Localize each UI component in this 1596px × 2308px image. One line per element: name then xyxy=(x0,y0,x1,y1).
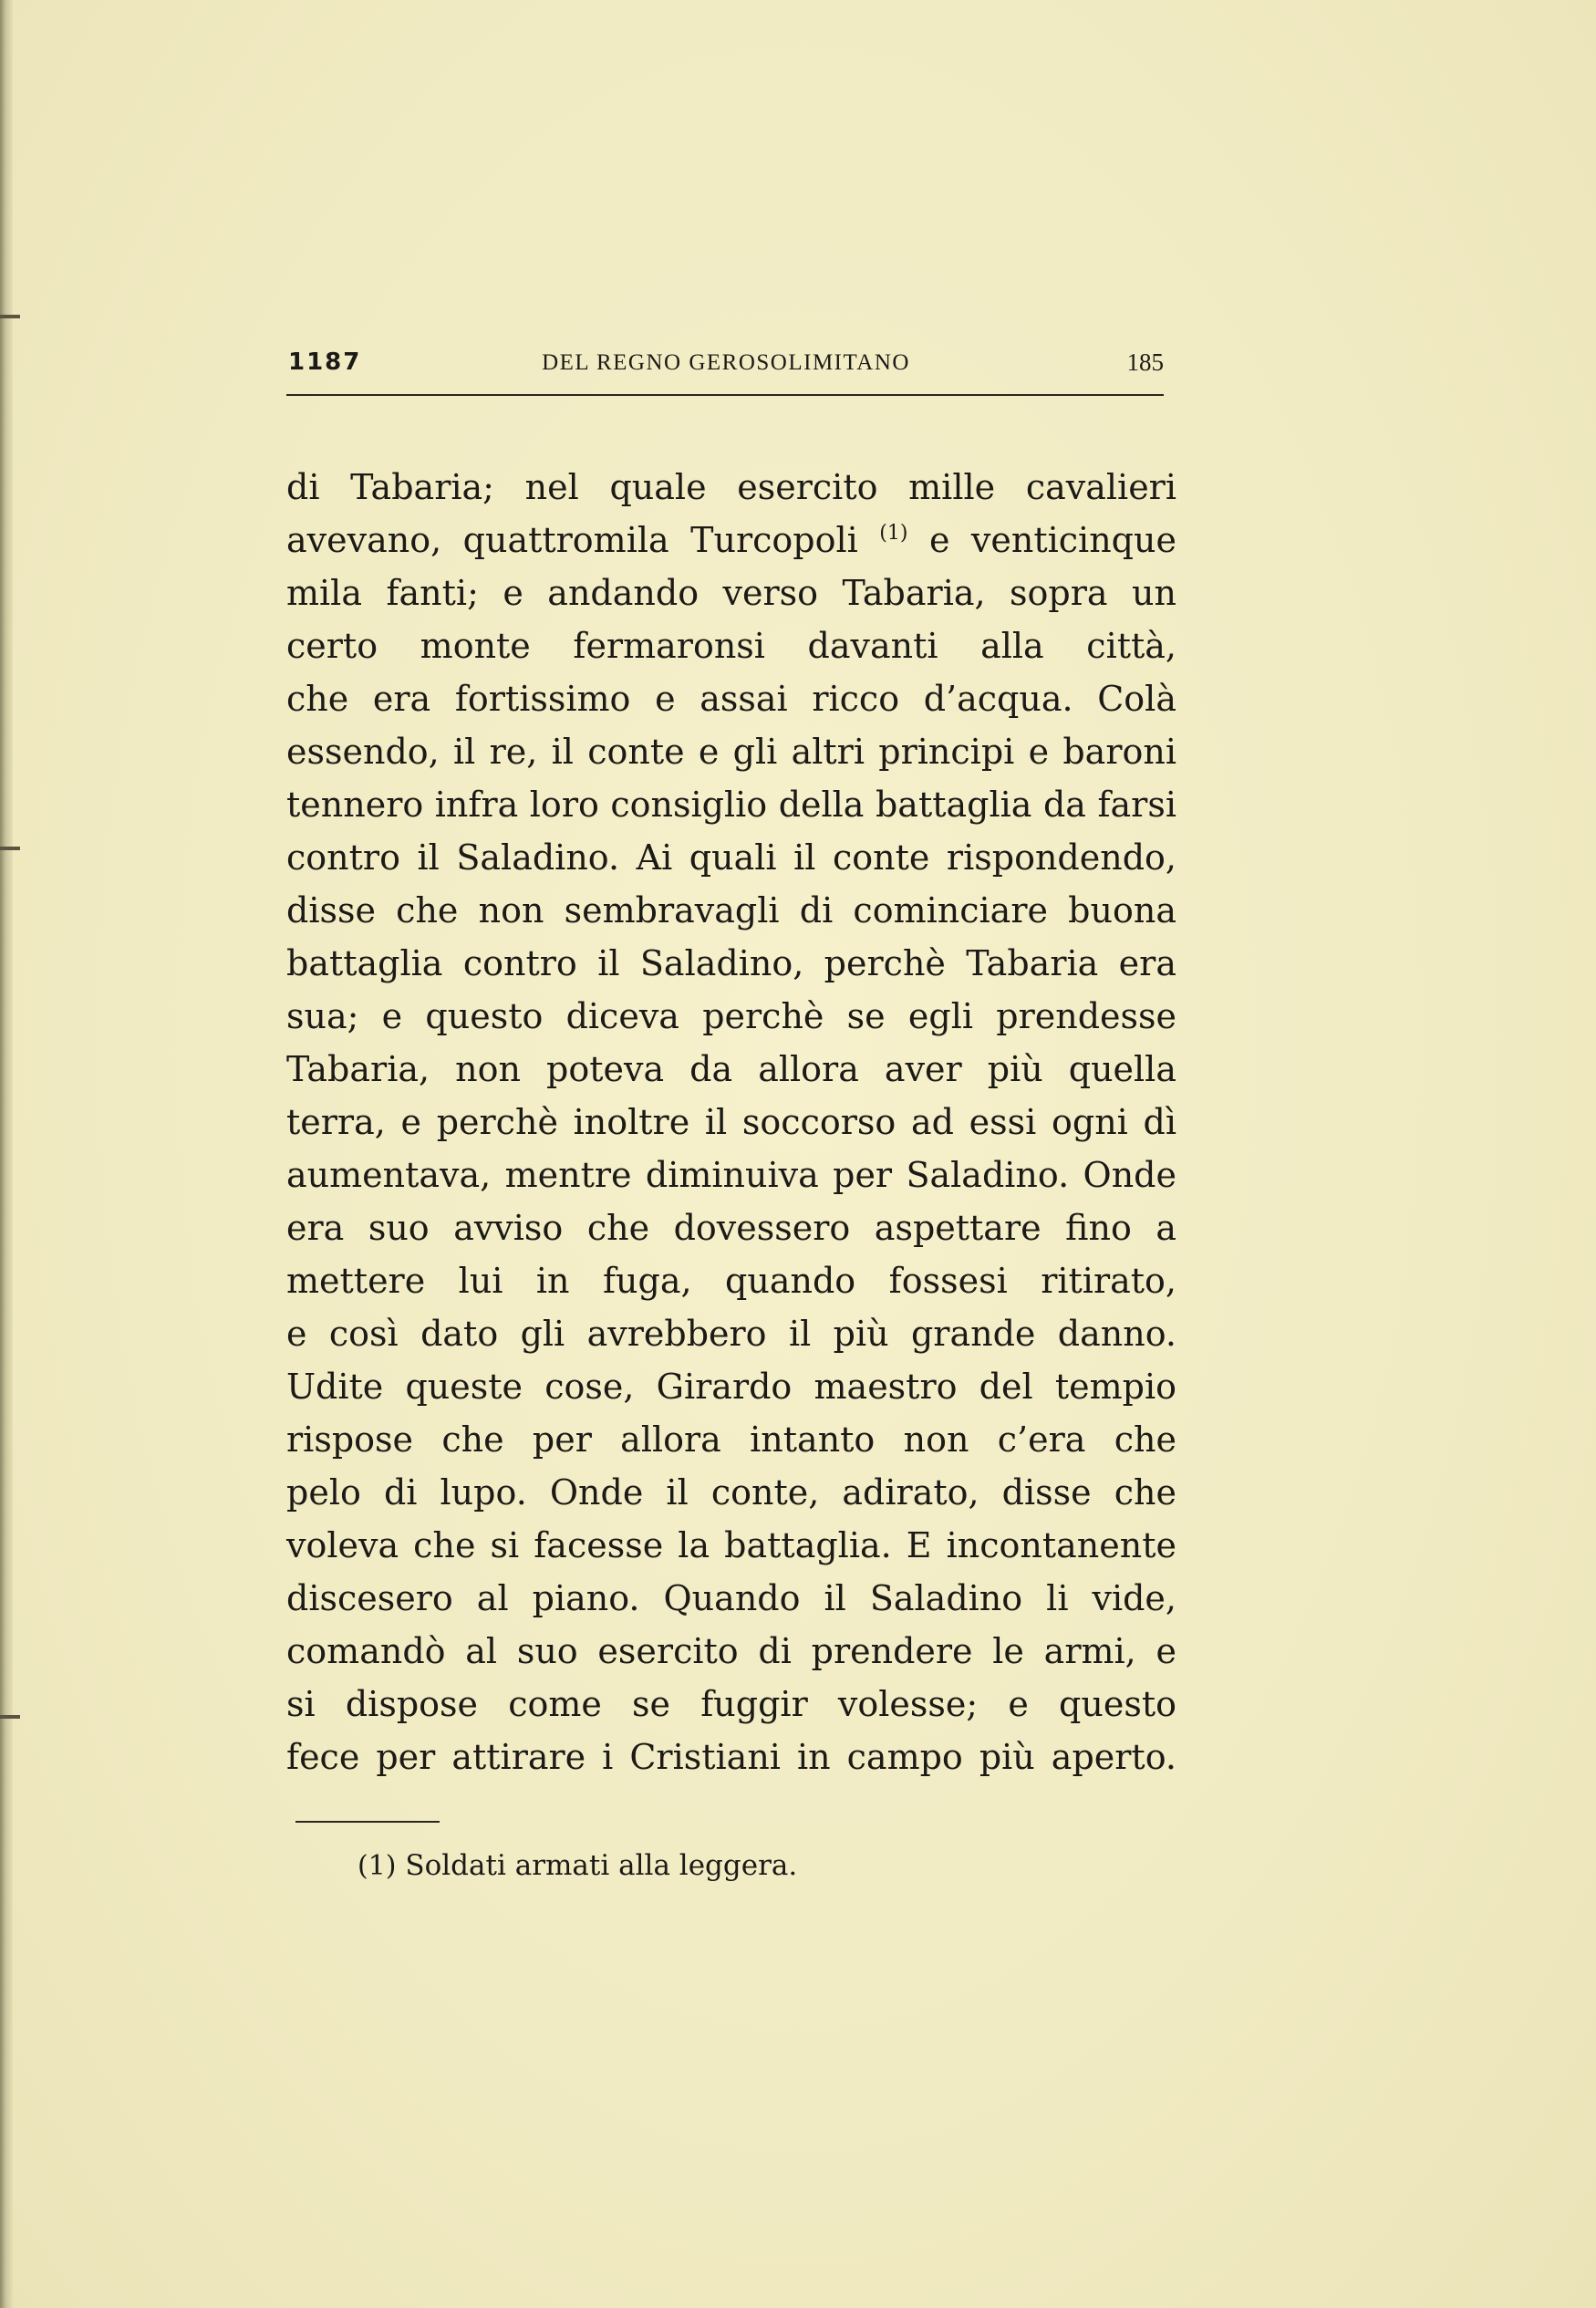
body-text xyxy=(286,461,1176,1783)
text-line: aumentava, mentre diminuiva per Saladino. Onde xyxy=(286,1155,1176,1195)
header-year: 1187 xyxy=(288,348,362,376)
footnote xyxy=(358,1847,797,1885)
text-line: terra, e perchè inoltre il soccorso ad essi ogni dì xyxy=(286,1102,1176,1142)
text-line: Tabaria, non poteva da allora aver più quella xyxy=(286,1049,1176,1089)
text-line: certo monte fermaronsi davanti alla città, xyxy=(286,626,1176,666)
text-line: si dispose come se fuggir volesse; e questo xyxy=(286,1684,1176,1724)
text-line: comandò al suo esercito di prendere le armi, e xyxy=(286,1631,1176,1671)
text-line: fece per attirare i Cristiani in campo più aperto. xyxy=(286,1737,1176,1777)
binding-thread-mark xyxy=(0,1715,20,1719)
text-line: e così dato gli avrebbero il più grande danno. xyxy=(286,1314,1176,1354)
page-number: 185 xyxy=(1126,348,1164,376)
text-line: voleva che si facesse la battaglia. E incontanente xyxy=(286,1525,1176,1565)
text-line: battaglia contro il Saladino, perchè Tabaria era xyxy=(286,943,1176,983)
text-line: sua; e questo diceva perchè se egli prendesse xyxy=(286,996,1176,1036)
footnote-rule xyxy=(295,1821,440,1823)
text-line: era suo avviso che dovessero aspettare fino a xyxy=(286,1208,1176,1248)
text-line: disse che non sembravagli di cominciare buona xyxy=(286,890,1176,930)
running-title: DEL REGNO GEROSOLIMITANO xyxy=(542,350,910,375)
text-line: di Tabaria; nel quale esercito mille cavalieri xyxy=(286,467,1176,507)
binding-thread-mark xyxy=(0,315,20,318)
text-line: pelo di lupo. Onde il conte, adirato, disse che xyxy=(286,1472,1176,1513)
text-line: tennero infra loro consiglio della battaglia da farsi xyxy=(286,785,1176,825)
footnote-marker: (1) xyxy=(358,1850,397,1882)
binding-edge xyxy=(0,0,13,2308)
text-line-part: avevano, quattromila Turcopoli xyxy=(286,520,858,560)
text-line: contro il Saladino. Ai quali il conte rispondendo, xyxy=(286,837,1176,878)
text-line: discesero al piano. Quando il Saladino li vide, xyxy=(286,1578,1176,1618)
text-line: mila fanti; e andando verso Tabaria, sopra un xyxy=(286,573,1176,613)
footnote-text: Soldati armati alla leggera. xyxy=(405,1849,798,1882)
header-rule xyxy=(286,394,1164,396)
text-line: essendo, il re, il conte e gli altri principi e baroni xyxy=(286,732,1176,772)
text-line: mettere lui in fuga, quando fossesi ritirato, xyxy=(286,1261,1176,1301)
binding-thread-mark xyxy=(0,847,20,850)
text-line: Udite queste cose, Girardo maestro del tempio xyxy=(286,1367,1176,1407)
text-line: rispose che per allora intanto non c’era che xyxy=(286,1419,1176,1460)
text-line-part: e venticinque xyxy=(928,520,1176,560)
footnote-reference: (1) xyxy=(879,522,908,545)
text-line xyxy=(286,514,1176,567)
running-header xyxy=(288,348,1164,385)
text-line: che era fortissimo e assai ricco d’acqua. Colà xyxy=(286,679,1176,719)
